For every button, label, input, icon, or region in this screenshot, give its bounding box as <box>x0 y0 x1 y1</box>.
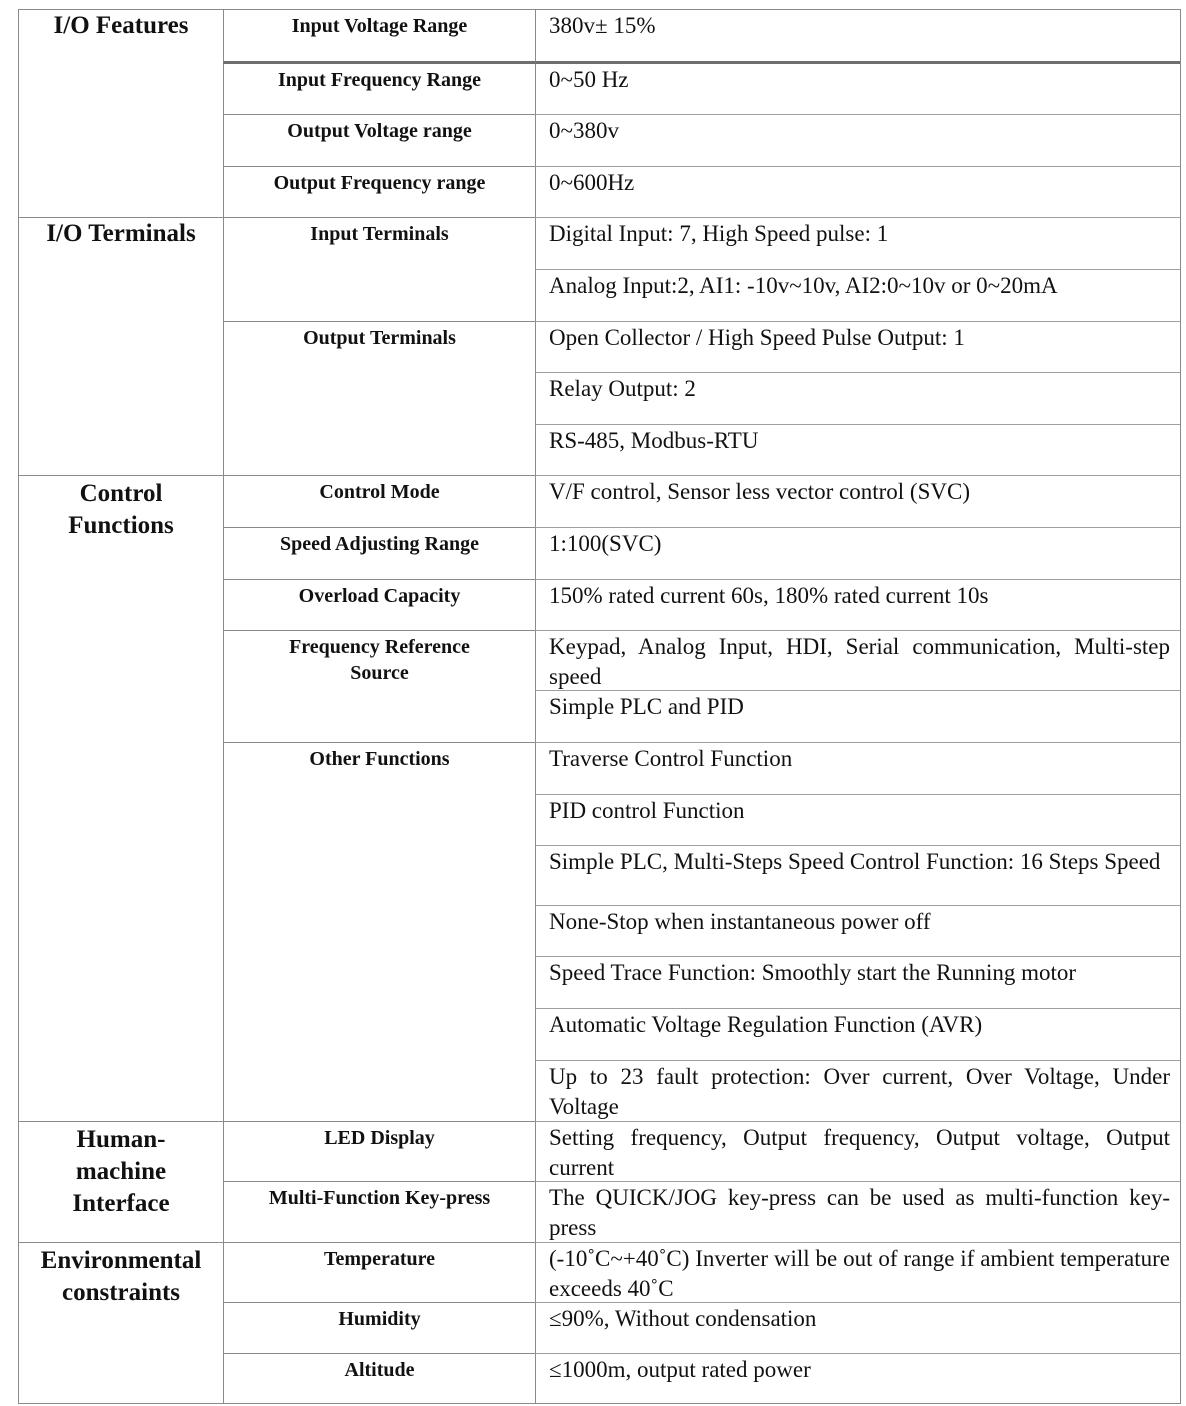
category-label-line: machine <box>75 1158 167 1185</box>
category-label-line: Functions <box>68 512 174 539</box>
row-value: 380v± 15% <box>535 10 1180 64</box>
category-label-line: Interface <box>72 1190 170 1217</box>
row-label: Multi-Function Key-press <box>223 1182 535 1243</box>
category-io-features <box>19 10 223 218</box>
row-label: Humidity <box>223 1303 535 1354</box>
row-label: Input Terminals <box>223 218 535 322</box>
row-value: None-Stop when instantaneous power off <box>535 906 1180 957</box>
row-label: Input Frequency Range <box>223 64 535 115</box>
row-value: The QUICK/JOG key-press can be used as multi-function key-press <box>535 1182 1180 1243</box>
row-label: Output Frequency range <box>223 167 535 218</box>
row-label-line: Frequency Reference <box>289 636 470 658</box>
row-value: 0~600Hz <box>535 167 1180 218</box>
row-value: Traverse Control Function <box>535 743 1180 795</box>
row-label: Output Terminals <box>223 322 535 476</box>
row-label: Speed Adjusting Range <box>223 528 535 580</box>
row-value: Analog Input:2, AI1: -10v~10v, AI2:0~10v or 0~20mA <box>535 270 1180 322</box>
row-label: LED Display <box>223 1122 535 1182</box>
row-label: Altitude <box>223 1354 535 1404</box>
category-label-line: Human- <box>76 1126 166 1153</box>
row-value: Simple PLC, Multi-Steps Speed Control Function: 16 Steps Speed <box>535 846 1180 906</box>
row-label: Input Voltage Range <box>223 10 535 64</box>
category-label-line: constraints <box>61 1279 181 1306</box>
row-label: Output Voltage range <box>223 115 535 167</box>
category-control-functions <box>19 476 223 1122</box>
row-value: ≤1000m, output rated power <box>535 1354 1180 1404</box>
row-label: Other Functions <box>223 743 535 1122</box>
row-value: ≤90%, Without condensation <box>535 1303 1180 1354</box>
row-value: Setting frequency, Output frequency, Output voltage, Output current <box>535 1122 1180 1182</box>
row-value: Simple PLC and PID <box>535 691 1180 743</box>
category-hmi <box>19 1122 223 1243</box>
row-value: 150% rated current 60s, 180% rated current 10s <box>535 580 1180 631</box>
row-label: Temperature <box>223 1243 535 1303</box>
row-label: Overload Capacity <box>223 580 535 631</box>
row-value: Up to 23 fault protection: Over current, Over Voltage, Under Voltage <box>535 1061 1180 1122</box>
row-value: (-10˚C~+40˚C) Inverter will be out of range if ambient temperature exceeds 40˚C <box>535 1243 1180 1303</box>
category-label: I/O Terminals <box>46 220 196 247</box>
row-value: Keypad, Analog Input, HDI, Serial communication, Multi-step speed <box>535 631 1180 691</box>
row-label-line: Source <box>350 662 409 684</box>
category-label: I/O Features <box>53 12 189 39</box>
category-environmental <box>19 1243 223 1404</box>
category-io-terminals <box>19 218 223 476</box>
row-value: V/F control, Sensor less vector control (SVC) <box>535 476 1180 528</box>
row-value: Digital Input: 7, High Speed pulse: 1 <box>535 218 1180 270</box>
row-value: PID control Function <box>535 795 1180 846</box>
row-value: Open Collector / High Speed Pulse Output: 1 <box>535 322 1180 373</box>
row-value: Relay Output: 2 <box>535 373 1180 425</box>
row-value: 0~50 Hz <box>535 64 1180 115</box>
row-value: RS-485, Modbus-RTU <box>535 425 1180 476</box>
row-value: 1:100(SVC) <box>535 528 1180 580</box>
category-label-line: Control <box>79 480 163 507</box>
row-value: Automatic Voltage Regulation Function (AVR) <box>535 1009 1180 1061</box>
spec-table <box>18 9 1181 1404</box>
category-label-line: Environmental <box>40 1247 202 1274</box>
row-value: Speed Trace Function: Smoothly start the Running motor <box>535 957 1180 1009</box>
row-value: 0~380v <box>535 115 1180 167</box>
row-label: Control Mode <box>223 476 535 528</box>
row-label-frequency-reference <box>223 631 535 743</box>
